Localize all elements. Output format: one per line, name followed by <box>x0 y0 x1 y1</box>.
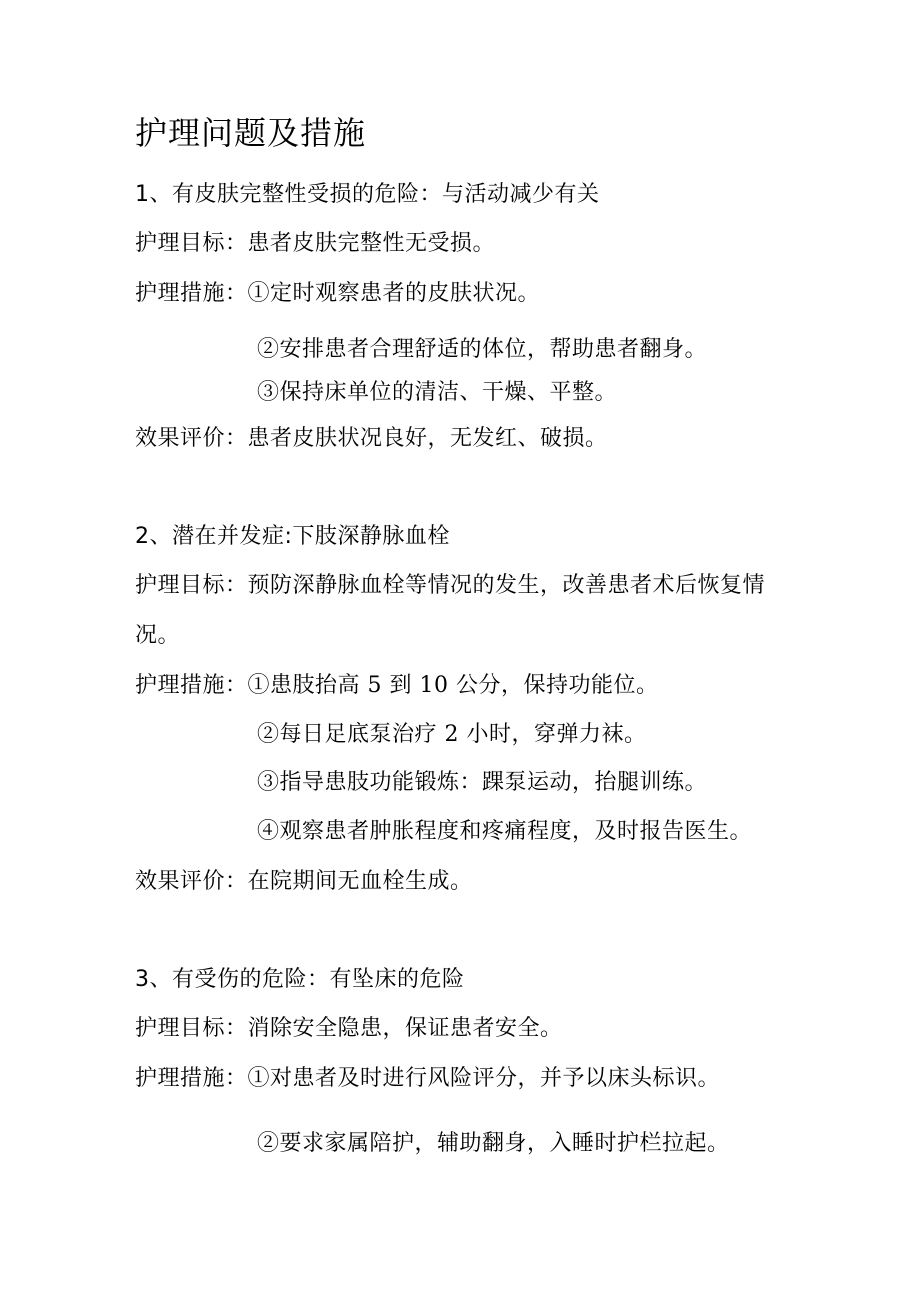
section-3-goal: 护理目标：消除安全隐患，保证患者安全。 <box>135 1016 563 1041</box>
page-title: 护理问题及措施 <box>135 114 367 152</box>
section-1-measure-2: ②安排患者合理舒适的体位，帮助患者翻身。 <box>257 337 708 362</box>
section-2-evaluation: 效果评价：在院期间无血栓生成。 <box>135 869 473 894</box>
section-2-measure-1: 护理措施：①患肢抬高 5 到 10 公分，保持功能位。 <box>135 673 659 698</box>
section-3-heading: 3、有受伤的危险：有坠床的危险 <box>135 967 465 992</box>
section-1-evaluation: 效果评价：患者皮肤状况良好，无发红、破损。 <box>135 426 608 451</box>
section-1-measure-3: ③保持床单位的清洁、干燥、平整。 <box>257 380 618 405</box>
section-2-measure-2: ②每日足底泵治疗 2 小时，穿弹力袜。 <box>257 722 647 747</box>
section-1-measure-1: 护理措施：①定时观察患者的皮肤状况。 <box>135 281 541 306</box>
section-1-goal: 护理目标：患者皮肤完整性无受损。 <box>135 231 496 256</box>
section-1-heading: 1、有皮肤完整性受损的危险：与活动减少有关 <box>135 182 600 207</box>
section-3-measure-2: ②要求家属陪护，辅助翻身，入睡时护栏拉起。 <box>257 1131 730 1156</box>
section-2-measure-3: ③指导患肢功能锻炼：踝泵运动，抬腿训练。 <box>257 770 708 795</box>
section-3-measure-1: 护理措施：①对患者及时进行风险评分，并予以床头标识。 <box>135 1066 721 1091</box>
section-2-measure-4: ④观察患者肿胀程度和疼痛程度，及时报告医生。 <box>257 819 753 844</box>
section-2-goal-line-1: 护理目标：预防深静脉血栓等情况的发生，改善患者术后恢复情 <box>135 573 766 598</box>
section-2-goal-line-2: 况。 <box>135 623 181 648</box>
section-2-heading: 2、潜在并发症:下肢深静脉血栓 <box>135 524 450 549</box>
